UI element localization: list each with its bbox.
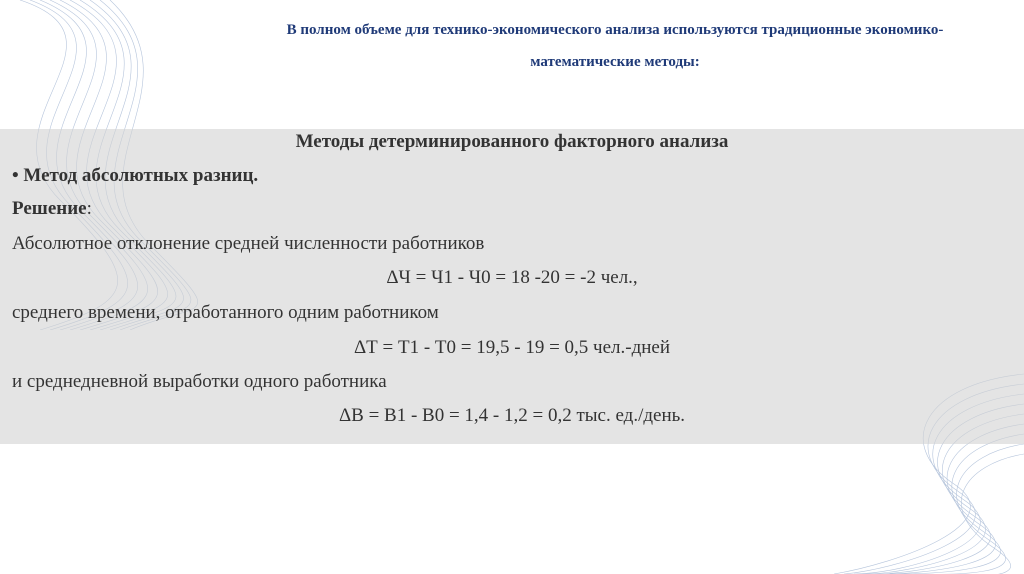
- solution-label-colon: :: [86, 198, 92, 219]
- slide-title-line-1: В полном объеме для технико-экономического анализа используются традиционные экономико-: [286, 22, 944, 38]
- description-line-1: Абсолютное отклонение средней численности работников: [12, 233, 485, 254]
- formula-2: ΔТ = Т1 - Т0 = 19,5 - 19 = 0,5 чел.-дней: [353, 337, 671, 358]
- formula-3: ΔВ = В1 - В0 = 1,4 - 1,2 = 0,2 тыс. ед./день.: [338, 405, 686, 426]
- section-heading: Методы детерминированного факторного анализа: [295, 131, 729, 152]
- formula-1: ΔЧ = Ч1 - Ч0 = 18 -20 = -2 чел.,: [386, 267, 638, 288]
- description-line-3: и среднедневной выработки одного работника: [12, 371, 387, 392]
- method-bullet: • Метод абсолютных разниц.: [12, 165, 259, 186]
- description-line-2: среднего времени, отработанного одним работником: [12, 302, 439, 323]
- slide-title-line-2: математические методы:: [530, 54, 700, 70]
- solution-label: [12, 198, 92, 220]
- solution-label-text: Решение: [12, 198, 87, 219]
- slide-title: [220, 14, 1010, 78]
